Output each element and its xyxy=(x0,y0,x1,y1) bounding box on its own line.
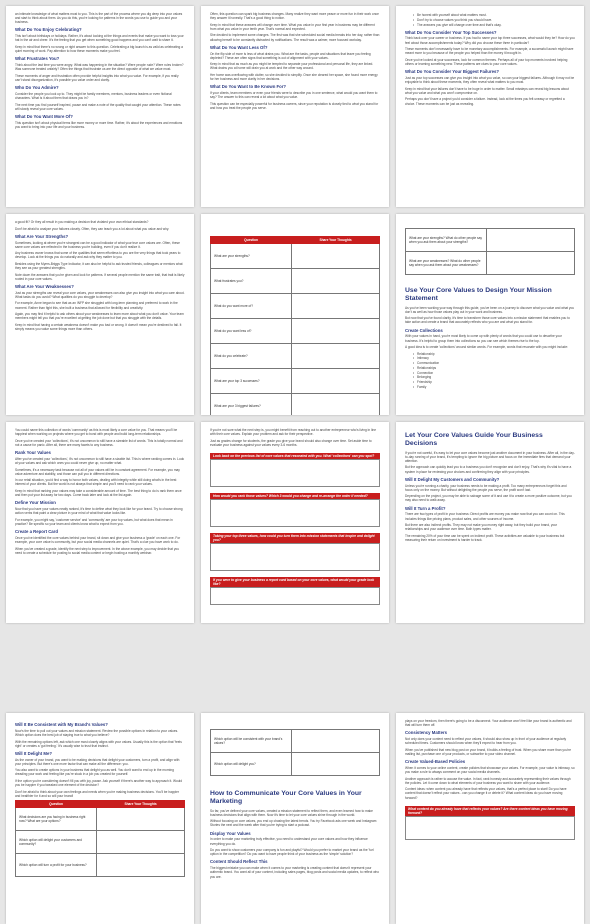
answer-cell[interactable] xyxy=(97,854,185,877)
answer-box[interactable] xyxy=(210,543,380,571)
worksheet-table xyxy=(210,236,380,415)
document-page-7 xyxy=(6,422,194,623)
list-item: • The answers you give will change over time and that's okay. xyxy=(413,23,575,27)
section-heading: What Are Your Strengths? xyxy=(15,233,69,239)
paragraph: Don't be afraid to think about your own feelings and needs when you're making business decisions. You'll be happier and healthier for it and so will your brand! xyxy=(15,789,179,798)
paragraph: These moments don't necessarily have to be monetary accomplishments. For example, a successful launch might have meant more to you because of the people you helped than the money it brought in. xyxy=(405,47,574,56)
paragraph: So far, you've defined your core values, created a mission statement to reflect them, and even learned how to make business decisions that align with them. Now it's time to let your core values shine through in the world. xyxy=(210,808,373,817)
column-header: Share Your Thoughts xyxy=(292,237,380,244)
paragraph: Just as your strengths can reveal your core values, your weaknesses can also give you insight into what you care about. What tasks do you avoid? What qualities do you struggle to develop? xyxy=(15,290,185,299)
list-item: • Communication xyxy=(413,361,575,365)
section-heading: Display Your Values xyxy=(210,830,251,836)
table-row xyxy=(16,854,185,877)
paragraph: Just as your top successes can give you insight into what you value, so can your biggest failures. Although it may not be enjoyable to think about these moments, they often reveal what matters to you most. xyxy=(405,75,575,85)
paragraph: For example, Anne began to see that as an INFP she struggled with long-term planning and preferred to work in the moment. Rather than fight this, she built a business that allowed for flexibility and creativity. xyxy=(15,301,178,310)
paragraph: The biggest mistake you can make when it comes to your marketing is creating content that doesn't represent your authentic brand. You want all of your content, including sales pages, blog posts and social media updates, to reflect who you are. xyxy=(210,866,380,879)
section-heading: Define Your Mission xyxy=(15,500,56,506)
section-heading: What Do You Consider Your Top Successes? xyxy=(405,29,497,35)
table-row xyxy=(16,808,185,831)
paragraph: When you've created a grade, identify the next step to improvement. In the above example, you may decide that you need to create a schedule for posting to social media content or begin hosting a monthly webinar. xyxy=(15,546,179,555)
table-row xyxy=(406,252,575,275)
question-cell: What do you want more of? xyxy=(211,294,292,319)
question-cell: What are your weaknesses? What do other people say when you ask them about your weaknesses? xyxy=(406,252,487,275)
question-cell: What are your strengths? What do other people say when you ask them about your strengths? xyxy=(406,229,487,252)
list-item: • Be honest with yourself about what matters most. xyxy=(413,13,575,17)
section-heading: Will It Delight Me? xyxy=(15,750,52,756)
table-row xyxy=(211,369,380,394)
document-page-2 xyxy=(201,6,389,207)
table-row xyxy=(211,294,380,319)
paragraph: Any business owner knows that some of the qualities that seem effortless to you are the very things that took years to develop. Look at the things you do naturally and ask why they matter to you. xyxy=(15,251,181,260)
table-row xyxy=(211,269,380,294)
section-heading: What Are Your Weaknesses? xyxy=(15,283,74,289)
answer-cell[interactable] xyxy=(292,244,380,269)
table-row xyxy=(406,229,575,252)
paragraph: Think back over your career or business. If you had to name your top three successes, what would they be? How do you feel about those accomplishments today? Why did you choose these three in particular? xyxy=(405,36,575,45)
question-cell: What do you celebrate? xyxy=(211,344,292,369)
paragraph: Keep in mind that there's no wrong or right answer to this question. Celebrating a big launch is as valid as celebrating a quiet morning of work. Pay attention to how these moments make you feel. xyxy=(15,44,183,54)
section-heading: Consistency Matters xyxy=(405,730,448,736)
paragraph: In order to make your marketing truly effective, you need to understand your core values and how they influence everything you do. xyxy=(210,837,368,846)
page-title: How to Communicate Your Core Values in Your Marketing xyxy=(210,790,362,805)
paragraph: There are two types of profit in your business: Direct profits are money you make now that you can count on. This includes things like pricing plans, product sales, and other sources of income. xyxy=(405,512,565,521)
paragraph: Perhaps you don't have a project you'd consider a failure. Instead, look at the times you felt uneasy or regretted a choice. These moments can be just as revealing. xyxy=(405,97,565,106)
paragraph: Often, this question can spark big business changes. Many realize they want more peace or more fun in their work once they answer it honestly. That's a good thing to notice. xyxy=(210,12,379,21)
list-item: • Intimacy xyxy=(413,356,575,360)
question-cell: What are your top 3 successes? xyxy=(211,369,292,394)
paragraph: When it comes to your online content, create policies that showcase your values. For example, your value is intimacy, so you make a rule to always comment on your social media channels. xyxy=(405,765,575,775)
table-row xyxy=(211,730,380,753)
paragraph: But the approach can quickly lead you to a business you don't recognize and don't enjoy. That's why it's vital to have a system in place for reviewing your choices and confirming they align with your principles. xyxy=(405,465,572,474)
list-item: • Connection xyxy=(413,371,575,375)
paragraph: plays on your freedom, then there's going to be a disconnect. Your audience won't feel like your brand is authentic and that will turn them off. xyxy=(405,719,572,728)
document-page-1 xyxy=(6,6,194,207)
paragraph: Besides using the Myers-Briggs Type Indicator, it can also be helpful to ask trusted friends, colleagues or mentors what they see as your greatest strengths. xyxy=(15,261,183,271)
section-heading: What Do You Consider Your Biggest Failures? xyxy=(405,69,499,75)
paragraph: Unless you're running a charity, your business needs to be making a profit. Too many entrepreneurs forget this and focus only on the money. But without delighting the people you serve, the profit won't last. xyxy=(405,483,567,492)
paragraph: Do you want to show customers your company is fun and playful? Would you prefer to market your brand as the 'fun' option in the competition? Do you want to have people think of your business as the 'simple' solution? xyxy=(210,848,375,857)
paragraph: Don't be afraid to analyze your failures closely. Often, they can teach you a lot about what you value and why. xyxy=(15,226,170,231)
list-item: • Family xyxy=(413,385,575,389)
list-item: • Friendship xyxy=(413,380,575,384)
document-page-9 xyxy=(396,422,584,623)
section-heading: Create a Report Card xyxy=(15,529,58,535)
worksheet-table xyxy=(405,228,575,275)
answer-cell[interactable] xyxy=(292,319,380,344)
paragraph: This question can be especially powerful for business owners, since your reputation is closely tied to what you stand for and how you treat the people you serve. xyxy=(210,101,379,110)
paragraph: If your clients, team members or even your friends were to describe you in one sentence, what would you want them to say? The answer to this can reveal a lot about what you value. xyxy=(210,91,378,100)
document-page-10 xyxy=(6,713,194,924)
question-cell: What are your strengths? xyxy=(211,244,292,269)
paragraph: As you've been working your way through this guide, you've been on a journey to discover what you value and what you don't as well as how those values play out in your work and business. xyxy=(405,305,575,314)
paragraph: Sometimes, it's a necessary task because not all of your values will be in constant agreement. For example, you may value adventure and stability, and those can pull you in different directions. xyxy=(15,467,180,476)
page-title: Use Your Core Values to Design Your Mission Statement xyxy=(405,287,552,302)
table-row xyxy=(211,394,380,416)
document-page-6 xyxy=(396,214,584,415)
section-heading: What Do You Want to Be Known For? xyxy=(210,84,287,90)
paragraph: Keep in mind that as much as you might be tempted to separate your professional and personal life, they are linked. What drains you at home will drain you at work and the other way around. xyxy=(210,62,374,71)
column-header: Question xyxy=(16,801,97,808)
paragraph: Depending on the project, you may be able to salvage some of it and use it to create a more positive outcome, but you may also need to walk away. xyxy=(405,494,572,503)
document-page-12 xyxy=(396,713,584,924)
paragraph: Her home was overflowing with clutter, so she decided to simplify. Once she cleared her space, she found more energy for her business and more clarity in her decisions. xyxy=(210,72,378,82)
column-header: Share Your Thoughts xyxy=(97,801,185,808)
answer-cell[interactable] xyxy=(292,344,380,369)
section-heading: What Frustrates You? xyxy=(15,56,60,62)
table-row xyxy=(211,319,380,344)
answer-box[interactable] xyxy=(210,587,380,605)
bullet-list xyxy=(413,13,575,27)
paragraph: For example, you might say, 'customer service' and 'community' are your top values, but what does that mean in practice? Be specific so your team and clients know what to expect from you. xyxy=(15,517,173,526)
column-header: Question xyxy=(211,237,292,244)
answer-box[interactable] xyxy=(210,459,380,487)
paragraph: Again, you may find it helpful to ask others about your weaknesses to learn more about what you don't value. Your team members might tell you that you're excellent at getting the job done but that you struggle with the details. xyxy=(15,312,184,321)
paragraph: Keep in mind that your failures don't have to be huge in order to matter. Small missteps can reveal big lessons about what you value and what you won't compromise on. xyxy=(405,86,569,95)
table-row xyxy=(211,344,380,369)
answer-box[interactable] xyxy=(405,816,575,840)
table-row xyxy=(211,244,380,269)
answer-cell[interactable] xyxy=(487,252,575,275)
section-heading: What Do You Want More Of? xyxy=(15,113,73,119)
paragraph: Note down the answers that you're given and look for patterns. If several people mention the same trait, that trait is likely rooted in your core values. xyxy=(15,272,185,281)
paragraph: If you're not careful, it's easy to let your core values become just another document in your business. After all, in the day-to-day running of your brand, it's tempting to ignore the big picture and focus on the immediate fires that demand your attention. xyxy=(405,450,575,463)
answer-cell[interactable] xyxy=(292,730,380,753)
list-item: • Relationship xyxy=(413,352,575,356)
document-page-8 xyxy=(201,422,389,623)
prompt-banner: Look back on the previous list of core values that resonated with you. What 'collections' can you spot? xyxy=(210,453,380,459)
paragraph: an intimate knowledge of what matters most to you. This is the part of the process where you dig deep into your values and start to think about them. As you do this, you're looking for patterns in the words you use to guide you and your business. xyxy=(15,12,183,25)
paragraph: As the owner of your brand, you want to be making decisions that delight your customers, turn a profit, and align with your principles. But there's one more factor that can make all the difference: you. xyxy=(15,757,180,766)
answer-cell[interactable] xyxy=(292,394,380,416)
section-heading: Content Should Reflect This xyxy=(210,859,268,865)
answer-cell[interactable] xyxy=(292,294,380,319)
section-heading: Will It Delight My Customers and Community? xyxy=(405,476,500,482)
question-cell: What frustrates you? xyxy=(211,269,292,294)
paragraph: Keep in mind that having a certain weakness doesn't make you bad or wrong. It doesn't mean you're destined to fail. It simply means you value some things more than others. xyxy=(15,322,182,331)
paragraph: Keep in mind that these answers will change over time. What you value in your first year in business may be different from what you value in your tenth year. That's normal and expected. xyxy=(210,22,375,31)
section-heading: Rank Your Values xyxy=(15,450,51,456)
paragraph: After you've created your 'collections', it's not uncommon to still have a sizable list. This is where ranking comes in. Look at your values and ask which ones you could never give up, no matter what. xyxy=(15,456,185,465)
document-page-11 xyxy=(201,713,389,924)
paragraph: Once you've created your 'collections', it's not uncommon to still have a sizeable list of words. This is totally normal and not a cause for panic. After all, there are many facets to any business. xyxy=(15,438,183,447)
worksheet-table xyxy=(15,800,185,877)
table-row xyxy=(211,753,380,776)
paragraph: But there are also indirect profits. They may not make you money right away, but they build your brand, your relationships and your audience over time. Both types matter. xyxy=(405,523,558,532)
section-heading: What Do You Want Less Of? xyxy=(210,44,268,50)
section-heading: Will It Be Consistent with My Brand's Values? xyxy=(15,722,108,727)
paragraph: Consider the people you look up to. They might be family members, mentors, business leaders or even fictional characters. What is it about them that draws you in? xyxy=(15,91,172,101)
paragraph: a good fit? Or they all result in you making a decision that violated your own ethical standards? xyxy=(15,220,149,224)
paragraph: On the flip side of more is less of what drains you. What are the tasks, people and situations that leave you feeling depleted? These are often signs that something is out of alignment with your values. xyxy=(210,51,371,60)
paragraph: With the remaining options left, ask which one most closely aligns with your values. Usually this is the option that 'feels right' or creates a 'gut feeling.' It's usually wise to trust that instinct. xyxy=(15,739,182,748)
list-item: • Relationships xyxy=(413,366,575,370)
question-cell: Which option will delight your customers and community? xyxy=(16,831,97,854)
answer-cell[interactable] xyxy=(292,753,380,776)
paragraph: This question isn't about physical items like more money or more time. Rather, it's about the experiences and emotions you want to bring into your life and your business. xyxy=(15,120,183,129)
paragraph: This isn't about birthdays or holidays. Rather, it's about looking at the things and events that make you want to toss your hat in the air and cheer. It's the feeling that you get when something good happens and you can't wait to share it. xyxy=(15,34,184,43)
paragraph: The remaining 20% of your time can be spent on indirect profit. These activities are valuable to your business but measuring their return on investment is harder to track. xyxy=(405,533,565,542)
question-cell: What do you want less of? xyxy=(211,319,292,344)
section-heading: Will It Turn a Profit? xyxy=(405,505,446,511)
question-cell: What decisions are you facing in business right now? What are your options? xyxy=(16,808,97,831)
paragraph: But now that you've found clarity, it's time to transform those core values into a mission statement that enables you to take action and create a brand that accurately reflects who you are and what you stand for. xyxy=(405,316,570,325)
answer-cell[interactable] xyxy=(292,269,380,294)
paragraph: Just as grades change for students, the grade you give your brand should also change over time. Set aside time to evaluate your business against your values every 3-6 months. xyxy=(210,438,372,447)
list-item: • Don't try to choose values you think you should have. xyxy=(413,18,575,22)
prompt-banner: Taking your top three values, how could you turn them into mission statements that inspire and delight you? xyxy=(210,533,380,543)
paragraph: Content ideas: when content you already have that reflects your values, that's a perfect place to start! Do you have content that doesn't reflect your values - can you change it or delete it? What content ideas do you have moving forward? xyxy=(405,787,567,800)
prompt-banner: How would you rank those values? Which 3 would you change and re-arrange the order if needed? xyxy=(210,493,380,499)
document-page-5 xyxy=(201,214,389,415)
section-heading: What Do You Enjoy Celebrating? xyxy=(15,27,82,33)
prompt-banner: What content do you already have that reflects your values? Are there content ideas you have moving forward? xyxy=(405,806,575,816)
prompt-banner: If you were to give your business a report card based on your core values, what would your grade look like? xyxy=(210,577,380,587)
paragraph: If you're not sure what the next step is, you might benefit from reaching out to another entrepreneur who's living in line with their core values. Explain your problem and ask for their perspective. xyxy=(210,428,376,437)
document-page-3 xyxy=(396,6,584,207)
paragraph: Another approach is rather to accuse the value. In fact, rank honesty and accurately representing their values through the policies. Let it come down to what elements of your business you want to share with your audience. xyxy=(405,776,571,785)
paragraph: If the option you're considering doesn't fill you with joy, pause. Ask yourself if there's another way to approach it. Would you be happier if you tweaked one element of the decision? xyxy=(15,779,183,788)
question-cell: Which option will delight you? xyxy=(211,753,292,776)
answer-cell[interactable] xyxy=(97,808,185,831)
answer-box[interactable] xyxy=(210,499,380,527)
paragraph: In our retail situation, you'd find a way to honor both values, dealing with integrity while still doing what's in the best interest of your clients. But the world is not always that simple and you'll need to rank your values. xyxy=(15,478,177,487)
paragraph: She decided to implement some changes. The first was that she scheduled social media breaks into her day, rather than allowing herself to be constantly distracted by notifications. The result was a calmer, more focused workday. xyxy=(210,33,380,42)
paragraph: Once you've looked at your successes, look for common themes. Perhaps all of your top moments involved helping others or learning something new. These patterns are clues to your core values. xyxy=(405,57,568,67)
bullet-list xyxy=(413,352,575,389)
answer-cell[interactable] xyxy=(487,229,575,252)
paragraph: A good idea is to create 'collections' around similar words. For example, words that resonate with you might include: xyxy=(405,345,568,350)
section-heading: Create Valued-Based Policies xyxy=(405,759,466,765)
section-heading: Create Collections xyxy=(405,327,443,333)
paragraph: Think about the last time you were angry. What was happening in the situation? Were people rude? Were rules broken? Was someone treated unfairly? Often the things that frustrate us are the direct opposite of what we value most. xyxy=(15,63,184,72)
document-page-4 xyxy=(6,214,194,415)
paragraph: With your values in hand, you're most likely to come up with plenty of words that you could use to describe your business. It's helpful to group them into collections so you can see which themes rise to the top. xyxy=(405,334,562,343)
page-title: Let Your Core Values Guide Your Business Decisions xyxy=(405,432,543,447)
paragraph: Now's the time to pull out your values and mission statement. Review the possible options in relation to your values. Which option does the best job of staying true to what you believe? xyxy=(15,728,179,737)
paragraph: Once you've identified the core values behind your brand, sit down and give your business a 'grade' on each one. For example, your core value is community, but your social media channels are quiet. That's a clue you have work to do. xyxy=(15,535,181,544)
paragraph: When you've published that new blog post on your brand, it builds a feeling of trust. When you share more than you're mailing list, purchase one of your products, or subscribe to your video channel. xyxy=(405,747,572,756)
paragraph: You could name this collection of words 'community' as this is most likely a core value for you. That means you'll be happiest when working on projects where you get to bond with people and build long-term relationships. xyxy=(15,428,178,437)
paragraph: Keep in mind that ranking your values may take a considerable amount of time. The best thing to do is rank them once and then put your list away for two days. Come back later and look at the list again. xyxy=(15,488,182,498)
paragraph: You also want to create options in your business that delight you as well. You don't want to end up in the morning dreading your work and feeling like you're stuck in a job you created for yourself. xyxy=(15,768,174,777)
paragraph: Now that you have your values neatly ranked, it's time to define what they look like for your brand. Try to choose strong action verbs that paint a clear picture in your mind of what that value looks like. xyxy=(15,507,183,516)
section-heading: Who Do You Admire? xyxy=(15,85,59,91)
paragraph: Sometimes, looking at where you're strongest can be a good indicator of what your true core values are. Often, these same core values are reflected in the business you're building, even if you don't realize it. xyxy=(15,240,180,249)
table-row xyxy=(16,831,185,854)
paragraph: Not only does your content need to reflect your values, it should also show up in front of your audience at regularly scheduled times. Customers should know when they'll expect to hear from you. xyxy=(405,737,567,746)
question-cell: Which option will turn a profit for your business? xyxy=(16,854,97,877)
worksheet-table xyxy=(210,729,380,776)
question-cell: Which option will be consistent with your brand's values? xyxy=(211,730,292,753)
answer-cell[interactable] xyxy=(292,369,380,394)
question-cell: What are your 3 biggest failures? xyxy=(211,394,292,416)
paragraph: These moments of anger and frustration often provide helpful insights into what you value. For example, if you really can't stand disorganization, it's possible you value order and clarity. xyxy=(15,73,179,82)
answer-cell[interactable] xyxy=(97,831,185,854)
paragraph: Without focusing on core values, you end up chasing the latest trends. You try Facebook ads one week and Instagram Stories the next and the week after that you're trying to start a podcast. xyxy=(210,819,377,828)
paragraph: The next time you find yourself inspired, pause and make a note of the quality that caught your attention. These notes will slowly reveal your core values. xyxy=(15,102,181,111)
list-item: • Belonging xyxy=(413,375,575,379)
